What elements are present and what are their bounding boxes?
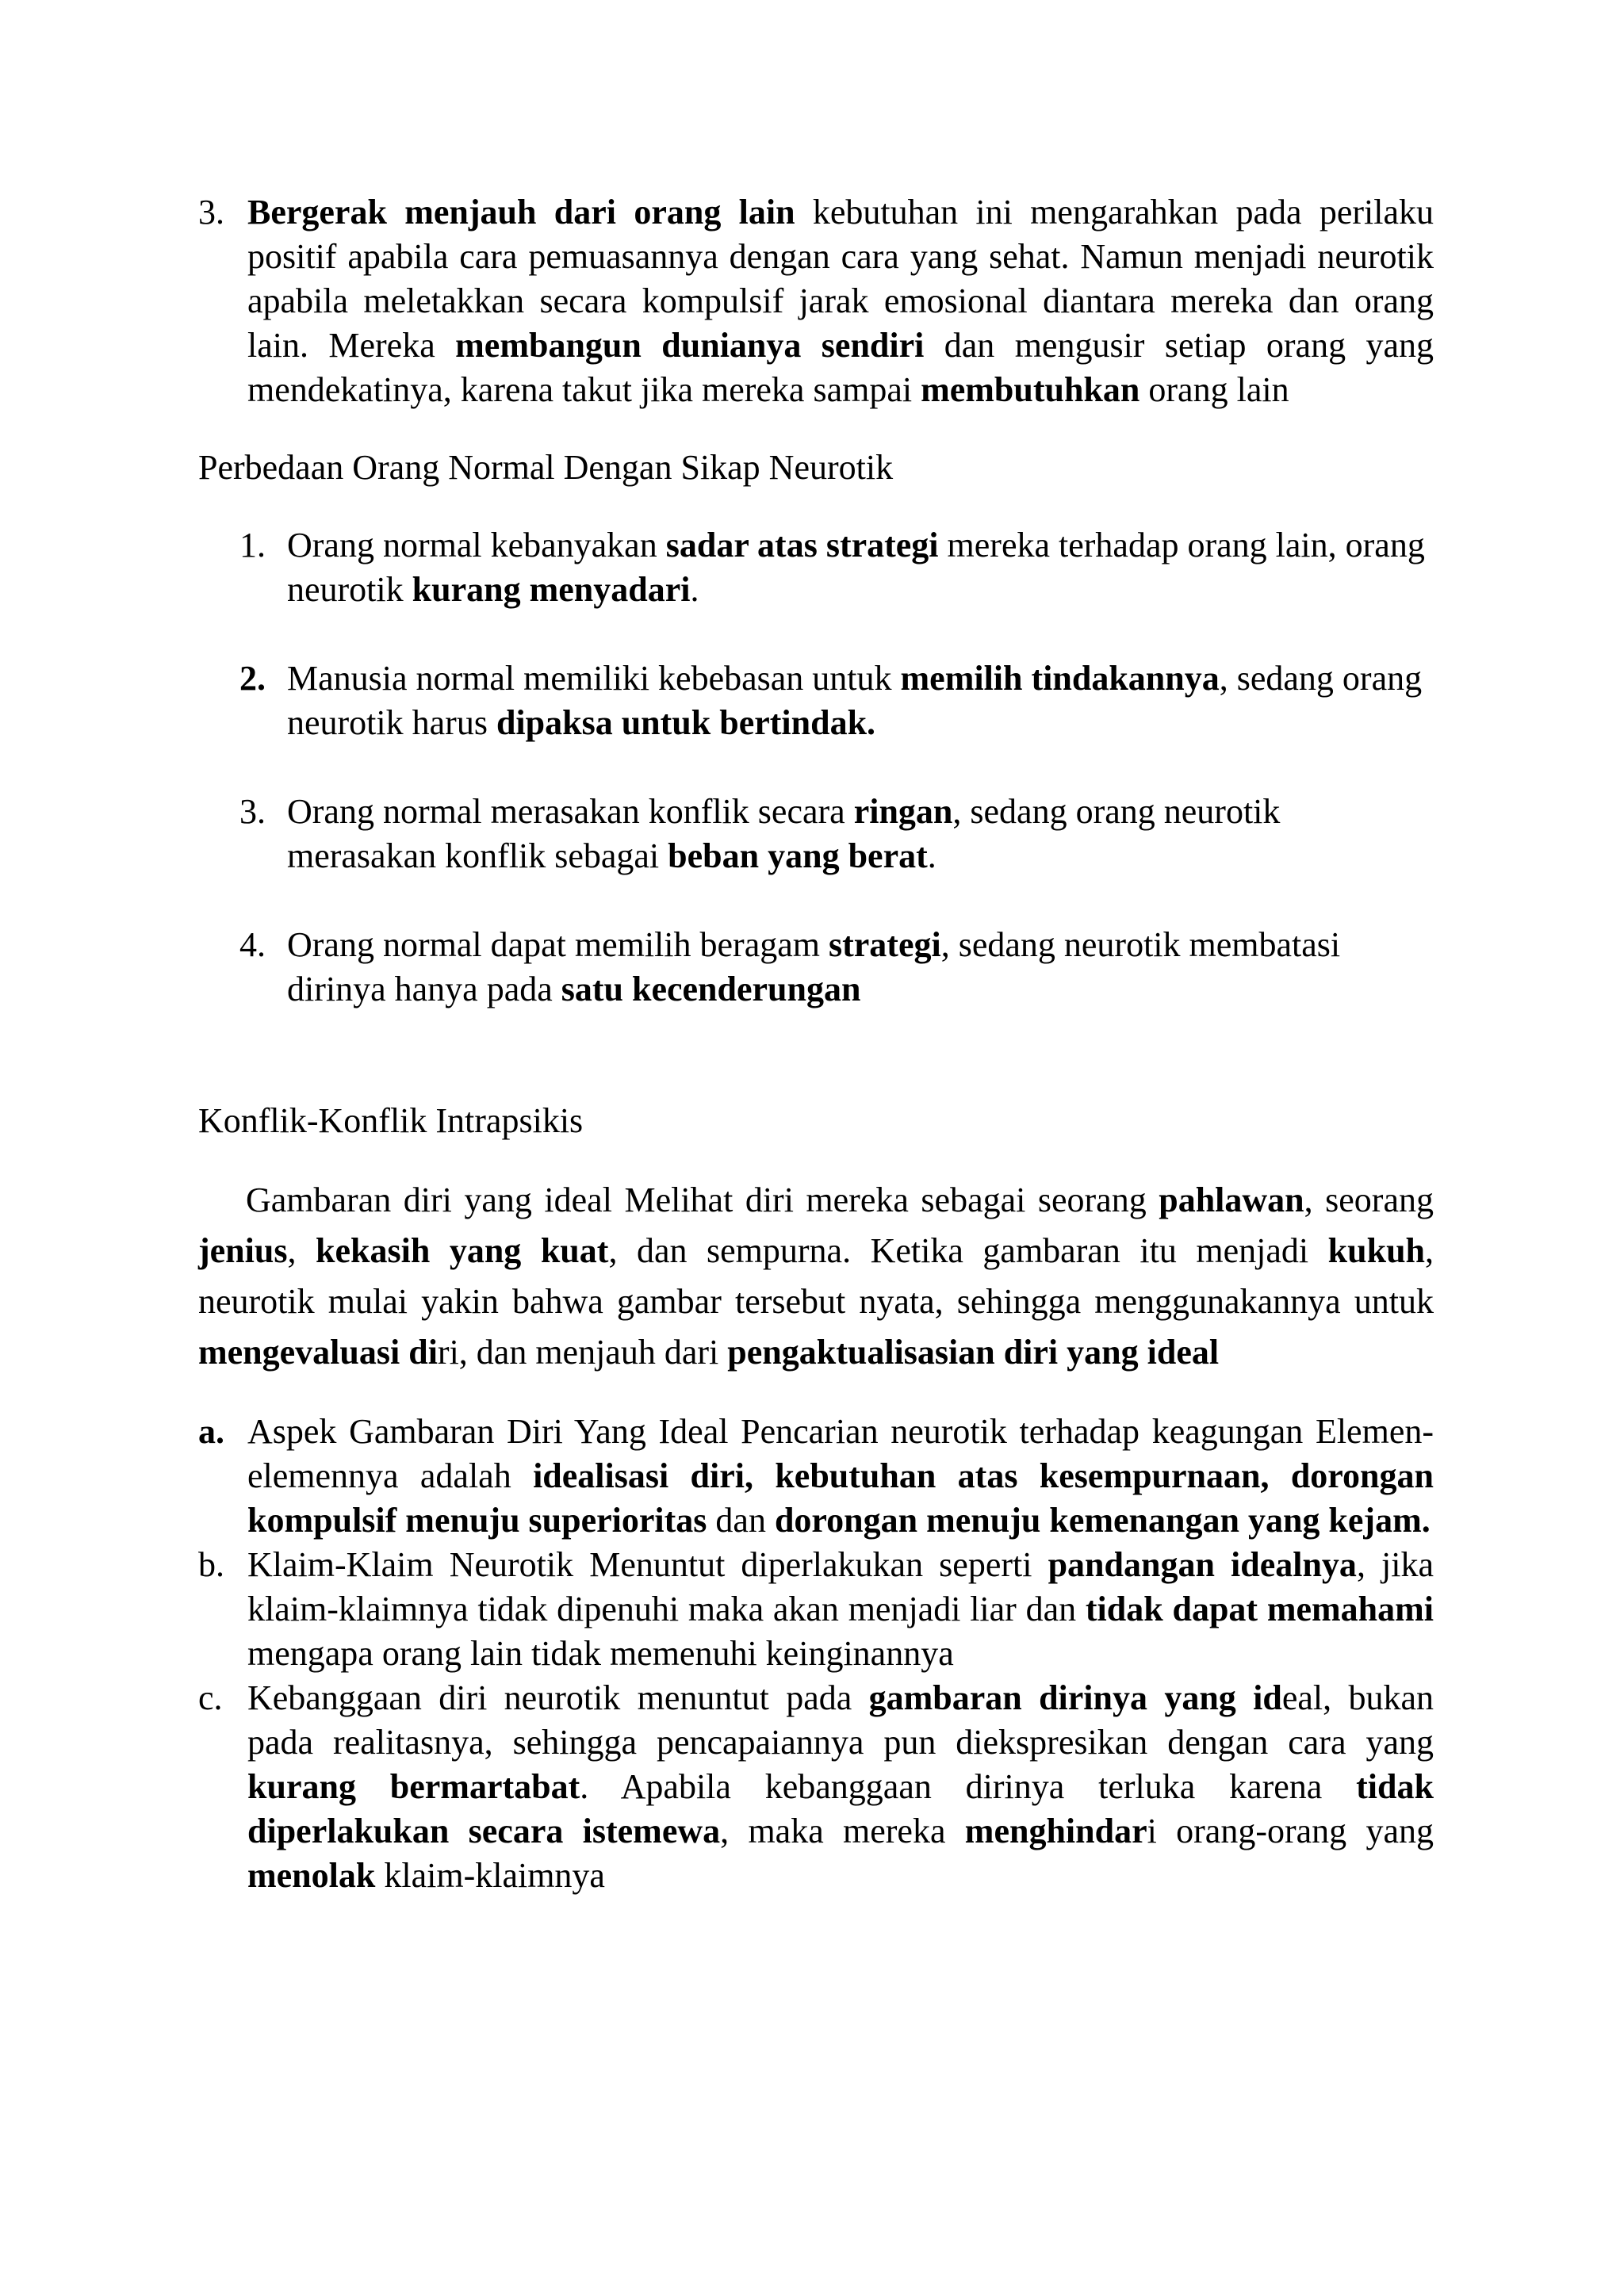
text-run: , sedang orang neurotik harus [287, 659, 1423, 742]
text-run: Klaim-Klaim Neurotik Menuntut diperlakukan seperti [247, 1545, 1048, 1584]
list-item [239, 923, 1434, 1012]
item-text [247, 1412, 1434, 1540]
text-run: , maka mereka [720, 1812, 965, 1850]
text-run: eal, bukan pada realitasnya, sehingga pencapaiannya pun diekspresikan dengan cara yang [247, 1678, 1434, 1762]
text-run: , seorang [1304, 1181, 1434, 1219]
item-number: 3. [198, 193, 224, 232]
item-text [287, 659, 1422, 742]
text-run: . [927, 836, 936, 875]
item-text [247, 193, 1434, 409]
bold-text: tidak diperlakukan secara istemewa [247, 1767, 1434, 1850]
text-run: Manusia normal memiliki kebebasan untuk [287, 659, 901, 698]
bold-text: satu kecenderungan [561, 970, 861, 1008]
text-run: . Apabila kebanggaan dirinya terluka karena [580, 1767, 1357, 1806]
list-item-moving-away [198, 190, 1434, 412]
bold-text: strategi [829, 925, 941, 964]
bold-text: beban yang berat [668, 836, 928, 875]
text-run: , jika klaim-klaimnya tidak dipenuhi maka akan menjadi liar dan [247, 1545, 1434, 1628]
bold-text: tidak dapat memahami [1085, 1590, 1434, 1628]
bold-text: idealisasi diri, kebutuhan atas kesempurnaan, dorongan kompulsif menuju superioritas [247, 1456, 1434, 1540]
bold-text: kurang menyadari [412, 570, 691, 609]
list-item [239, 523, 1434, 612]
list-item [198, 1410, 1434, 1543]
paragraph-ideal-self-image [198, 1175, 1434, 1378]
list-item [198, 1543, 1434, 1676]
bold-text: dipaksa untuk bertindak. [496, 703, 876, 742]
bold-text: memilih tindakannya [900, 659, 1220, 698]
text-run: dan [707, 1501, 775, 1540]
text-run: dan mengusir setiap orang yang mendekatinya, karena takut jika mereka sampai [247, 326, 1434, 409]
text-run: orang lain [1139, 370, 1289, 409]
bold-text: pandangan idealnya [1048, 1545, 1357, 1584]
text-run: Gambaran diri yang ideal Melihat diri mereka sebagai seorang [246, 1181, 1159, 1219]
text-run: , neurotik mulai yakin bahwa gambar tersebut nyata, sehingga menggunakannya untuk [198, 1231, 1434, 1321]
bold-text: pahlawan [1159, 1181, 1304, 1219]
item-text [247, 1678, 1434, 1895]
text-run: Orang normal kebanyakan [287, 526, 666, 564]
bold-text: Bergerak menjauh dari orang lain [247, 193, 795, 232]
text-run: klaim-klaimnya [375, 1856, 605, 1895]
item-letter: b. [198, 1545, 224, 1584]
bold-text: ringan [853, 792, 953, 831]
text-run: . [690, 570, 699, 609]
text-run: mereka terhadap orang lain, orang neurotik [287, 526, 1425, 609]
text-run: ri, dan menjauh dari [437, 1333, 728, 1372]
bold-text: jenius [198, 1231, 288, 1270]
item-number: 4. [239, 925, 266, 964]
item-text [247, 1545, 1434, 1673]
item-number: 1. [239, 526, 266, 564]
item-text [287, 925, 1340, 1008]
item-number: 2. [239, 659, 266, 698]
item-text [287, 792, 1280, 875]
bold-text: gambaran dirinya yang id [868, 1678, 1282, 1717]
item-letter: c. [198, 1678, 223, 1717]
lettered-list [198, 1410, 1434, 1898]
bold-text: membangun dunianya sendiri [455, 326, 925, 365]
list-item [239, 790, 1434, 878]
bold-text: membutuhkan [921, 370, 1140, 409]
bold-text: menolak [247, 1856, 376, 1895]
text-run: mengapa orang lain tidak memenuhi keinginannya [247, 1634, 954, 1673]
text-run: , [287, 1231, 316, 1270]
bold-text: menghindar [964, 1812, 1147, 1850]
list-item [239, 656, 1434, 745]
bold-text: sadar atas strategi [665, 526, 939, 564]
bold-text: kukuh [1327, 1231, 1426, 1270]
bold-text: dorongan menuju kemenangan yang kejam. [774, 1501, 1431, 1540]
item-number: 3. [239, 792, 266, 831]
text-run: kebutuhan ini mengarahkan pada perilaku positif apabila cara pemuasannya dengan cara yang sehat. Namun menjadi neurotik apabila meletakkan secara kompulsif jarak emosional diantara mereka dan orang lain. Mereka [247, 193, 1434, 365]
bold-text: kurang bermartabat [247, 1767, 580, 1806]
numbered-list [239, 523, 1434, 1012]
bold-text: pengaktualisasian diri yang ideal [727, 1333, 1220, 1372]
list-item [198, 1676, 1434, 1898]
bold-text: kekasih yang kuat [316, 1231, 609, 1270]
text-run: , sedang neurotik membatasi dirinya hanya pada [287, 925, 1341, 1008]
item-text [287, 526, 1425, 609]
text-run: i orang-orang yang [1147, 1812, 1434, 1850]
section-heading-normal-vs-neurotic: Perbedaan Orang Normal Dengan Sikap Neurotik [198, 448, 894, 487]
item-letter: a. [198, 1412, 224, 1451]
text-run: Kebanggaan diri neurotik menuntut pada [247, 1678, 869, 1717]
text-run: Orang normal dapat memilih beragam [287, 925, 829, 964]
text-run: , dan sempurna. Ketika gambaran itu menjadi [608, 1231, 1328, 1270]
text-run: , sedang orang neurotik merasakan konflik sebagai [287, 792, 1281, 875]
text-run: Aspek Gambaran Diri Yang Ideal Pencarian neurotik terhadap keagungan Elemen-elemennya adalah [247, 1412, 1434, 1495]
bold-text: mengevaluasi di [198, 1333, 438, 1372]
text-run: Orang normal merasakan konflik secara [287, 792, 854, 831]
section-heading-intrapsychic-conflicts: Konflik-Konflik Intrapsikis [198, 1101, 584, 1140]
